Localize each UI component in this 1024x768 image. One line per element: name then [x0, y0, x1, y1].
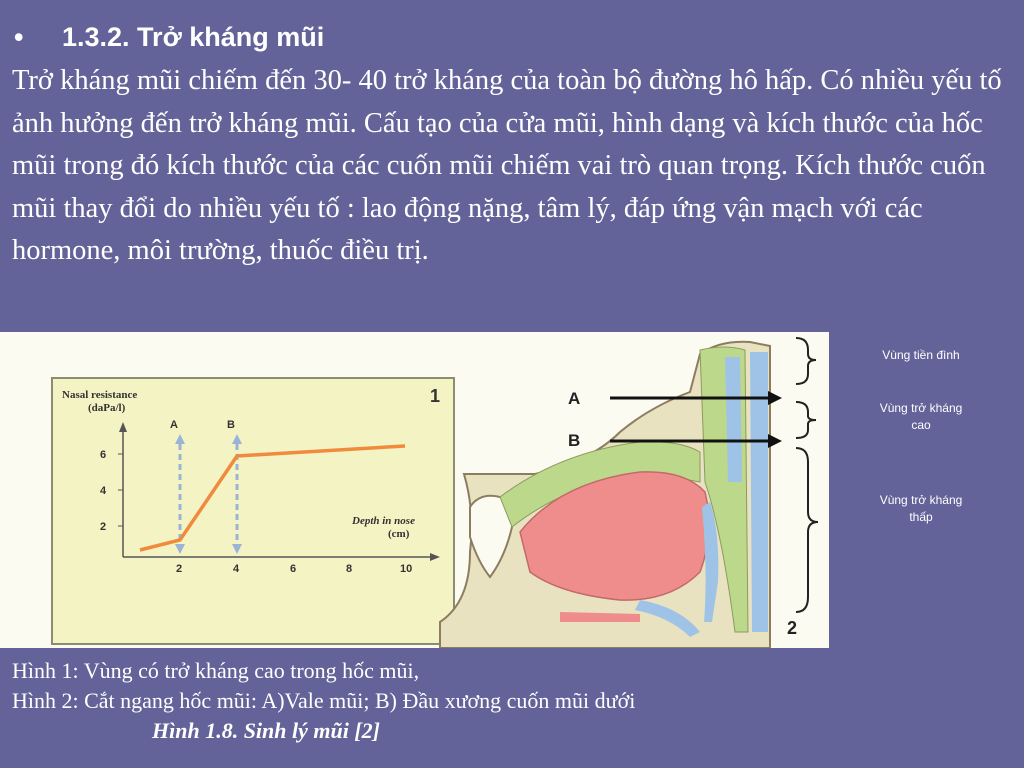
arrow-b-head-icon [768, 434, 782, 448]
graph-number: 1 [430, 386, 441, 406]
x-tick-4: 4 [233, 563, 240, 575]
caption-figure-title: Hình 1.8. Sinh lý mũi [2] [152, 718, 381, 743]
section-label-a: A [568, 389, 581, 408]
label-low-resistance-line1: Vùng trở kháng [879, 493, 963, 507]
marker-a-label: A [170, 419, 178, 431]
body-paragraph: Trở kháng mũi chiếm đến 30- 40 trở kháng của toàn bộ đường hô hấp. Có nhiều yếu tố ảnh hưởng đến trở kháng mũi. Cấu tạo của cửa mũi, hình dạng và kích thước của hốc mũi trong đó kích thước của các cuốn mũi chiếm vai trò quan trọng. Kích thước cuốn mũi thay đổi do nhiều yếu tố : lao động nặng, tâm lý, đáp ứng vận mạch với các hormone, môi trường, thuốc điều trị. [12, 65, 1002, 266]
label-vestibule-text: Vùng tiền đình [882, 348, 960, 362]
x-tick-8: 8 [346, 563, 353, 575]
brace-vestibule [796, 338, 816, 384]
arrow-a-head-icon [768, 391, 782, 405]
y-tick-4: 4 [100, 485, 107, 497]
brace-low-resistance [796, 448, 818, 612]
x-tick-10: 10 [400, 563, 413, 575]
marker-b-label: B [227, 419, 235, 431]
nasal-section-diagram [440, 338, 818, 648]
label-high-resistance-line1: Vùng trở kháng [879, 401, 963, 415]
label-high-resistance-line2: cao [911, 418, 931, 432]
x-axis-label-line1: Depth in nose [352, 515, 415, 527]
y-tick-6: 6 [100, 449, 107, 461]
figure-drawing [0, 332, 829, 648]
y-axis-label-line2: (daPa/l) [88, 402, 126, 414]
x-axis-label-line2: (cm) [388, 528, 410, 540]
x-tick-2: 2 [176, 563, 183, 575]
section-heading [14, 22, 324, 53]
x-tick-6: 6 [290, 563, 297, 575]
label-high-resistance-zone [836, 400, 1006, 434]
figure-caption [12, 656, 1012, 746]
section-heading-text: 1.3.2. Trở kháng mũi [62, 22, 325, 52]
caption-line-1: Hình 1: Vùng có trở kháng cao trong hốc mũi, [12, 658, 420, 683]
bullet-glyph: • [14, 22, 24, 52]
y-tick-2: 2 [100, 521, 107, 533]
y-axis-label-line1: Nasal resistance [62, 389, 138, 401]
section-number: 2 [787, 618, 798, 638]
section-label-b: B [568, 431, 581, 450]
figure-panel [0, 332, 829, 648]
label-low-resistance-zone [836, 492, 1006, 526]
brace-high-resistance [796, 402, 816, 438]
label-low-resistance-line2: thấp [909, 510, 933, 524]
airway-channel [750, 352, 768, 632]
graph-panel [52, 378, 454, 644]
label-vestibule-zone [836, 347, 1006, 364]
caption-line-2: Hình 2: Cắt ngang hốc mũi: A)Vale mũi; B) Đầu xương cuốn mũi dưới [12, 688, 636, 713]
resistance-graph [52, 378, 454, 644]
